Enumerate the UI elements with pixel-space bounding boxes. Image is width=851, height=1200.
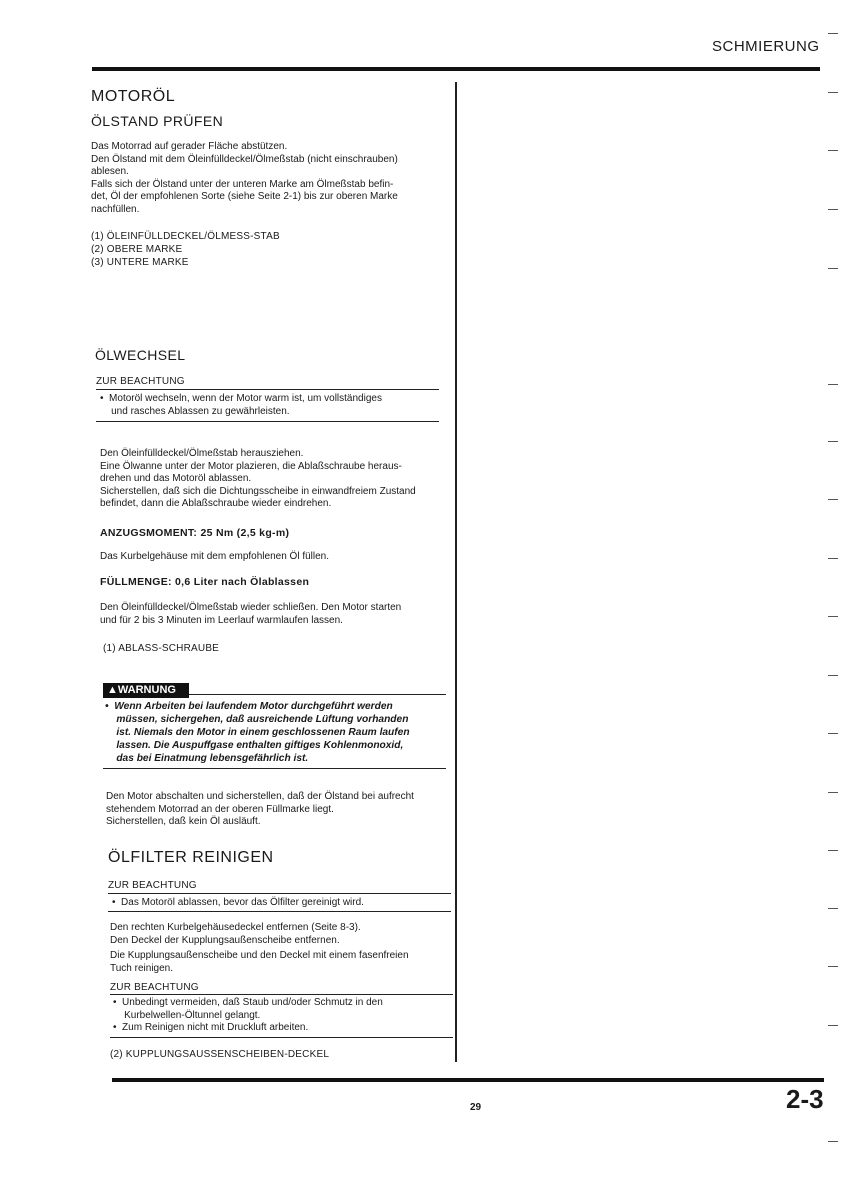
margin-tick xyxy=(828,150,838,151)
capacity-spec: FÜLLMENGE: 0,6 Liter nach Ölablassen xyxy=(100,576,310,588)
change-body-2: Den Öleinfülldeckel/Ölmeßstab wieder schließen. Den Motor starten und für 2 bis 3 Minuten im Leerlauf warmlaufen lassen. xyxy=(100,602,402,626)
margin-tick xyxy=(828,558,838,559)
margin-tick xyxy=(828,908,838,909)
margin-tick xyxy=(828,499,838,500)
warning-label: WARNUNG xyxy=(117,684,176,696)
column-divider xyxy=(455,82,457,1062)
warning-badge xyxy=(103,683,189,698)
filter-note2-text: • Unbedingt vermeiden, daß Staub und/oder Schmutz in den Kurbelwellen-Öltunnel gelangt. • Zum Reinigen nicht mit Druckluft arbeiten. xyxy=(113,997,383,1033)
warning-rule-bottom xyxy=(103,768,446,769)
check-heading: ÖLSTAND PRÜFEN xyxy=(91,113,224,129)
section-number: 2-3 xyxy=(786,1084,824,1114)
margin-tick xyxy=(828,792,838,793)
drain-bolt-callout: (1) ABLASS-SCHRAUBE xyxy=(103,643,220,654)
check-callouts: (1) ÖLEINFÜLLDECKEL/ÖLMESS-STAB (2) OBERE MARKE (3) UNTERE MARKE xyxy=(91,231,280,268)
margin-tick xyxy=(828,1025,838,1026)
change-body-3: Den Motor abschalten und sicherstellen, daß der Ölstand bei aufrecht stehendem Motorrad an der oberen Füllmarke liegt. Sicherstellen, daß kein Öl ausläuft. xyxy=(106,791,414,827)
margin-tick xyxy=(828,384,838,385)
filter-note2-rule-bottom xyxy=(110,1037,453,1038)
filter-callout: (2) KUPPLUNGSAUSSENSCHEIBEN-DECKEL xyxy=(110,1049,330,1060)
bottom-rule xyxy=(112,1078,824,1082)
section-header: SCHMIERUNG xyxy=(712,38,820,55)
change-body-1: Den Öleinfülldeckel/Ölmeßstab herausziehen. Eine Ölwanne unter der Motor plazieren, die Ablaßschraube heraus- drehen und das Motoröl ablassen. Sicherstellen, daß sich die Dichtungsscheibe in einwandfreiem Zustand befindet, dann die Ablaßschraube wieder eindrehen. xyxy=(100,448,416,509)
margin-tick xyxy=(828,1141,838,1142)
change-note-text: • Motoröl wechseln, wenn der Motor warm ist, um vollständiges und rasches Ablassen zu gewährleisten. xyxy=(100,393,382,417)
warning-text: • Wenn Arbeiten bei laufendem Motor durchgeführt werden müssen, sichergehen, daß ausreichende Lüftung vorhanden ist. Niemals den Motor in einem geschlossenen Raum laufen lassen. Die Auspuffgase enthalten giftiges Kohlenmonoxid, das bei Einatmung lebensgefährlich ist. xyxy=(105,701,410,764)
filter-note1-rule-top xyxy=(108,893,451,894)
margin-tick xyxy=(828,209,838,210)
margin-tick xyxy=(828,268,838,269)
margin-tick xyxy=(828,966,838,967)
filter-heading: ÖLFILTER REINIGEN xyxy=(108,849,274,866)
filter-note2-label: ZUR BEACHTUNG xyxy=(110,982,199,993)
change-note-label: ZUR BEACHTUNG xyxy=(96,376,185,387)
warning-rule-top xyxy=(189,694,446,695)
margin-tick xyxy=(828,675,838,676)
filter-body-2: Die Kupplungsaußenscheibe und den Deckel mit einem fasenfreien Tuch reinigen. xyxy=(110,950,409,974)
filter-note1-label: ZUR BEACHTUNG xyxy=(108,880,197,891)
filter-note1-text: • Das Motoröl ablassen, bevor das Ölfilter gereinigt wird. xyxy=(112,897,364,908)
fill-instruction: Das Kurbelgehäuse mit dem empfohlenen Öl füllen. xyxy=(100,551,330,562)
check-body: Das Motorrad auf gerader Fläche abstützen. Den Ölstand mit dem Öleinfülldeckel/Ölmeßstab (nicht einschrauben) ablesen. Falls sich der Ölstand unter der unteren Marke am Ölmeßstab befin- det, Öl der empfohlenen Sorte (siehe Seite 2-1) bis zur oberen Marke nachfüllen. xyxy=(91,141,398,215)
filter-body-1: Den rechten Kurbelgehäusedeckel entfernen (Seite 8-3). Den Deckel der Kupplungsaußenscheibe entfernen. xyxy=(110,922,361,946)
note-rule-top xyxy=(96,389,439,390)
margin-tick xyxy=(828,616,838,617)
change-heading: ÖLWECHSEL xyxy=(95,347,186,363)
margin-tick xyxy=(828,441,838,442)
page-number: 29 xyxy=(470,1102,482,1113)
filter-note1-rule-bottom xyxy=(108,911,451,912)
top-rule xyxy=(92,67,820,71)
filter-note2-rule-top xyxy=(110,994,453,995)
warning-icon: ▲ xyxy=(107,684,118,696)
margin-tick xyxy=(828,92,838,93)
page-title: MOTORÖL xyxy=(91,88,176,105)
margin-tick xyxy=(828,850,838,851)
torque-spec: ANZUGSMOMENT: 25 Nm (2,5 kg-m) xyxy=(100,527,290,539)
margin-tick xyxy=(828,33,838,34)
note-rule-bottom xyxy=(96,421,439,422)
margin-tick xyxy=(828,733,838,734)
